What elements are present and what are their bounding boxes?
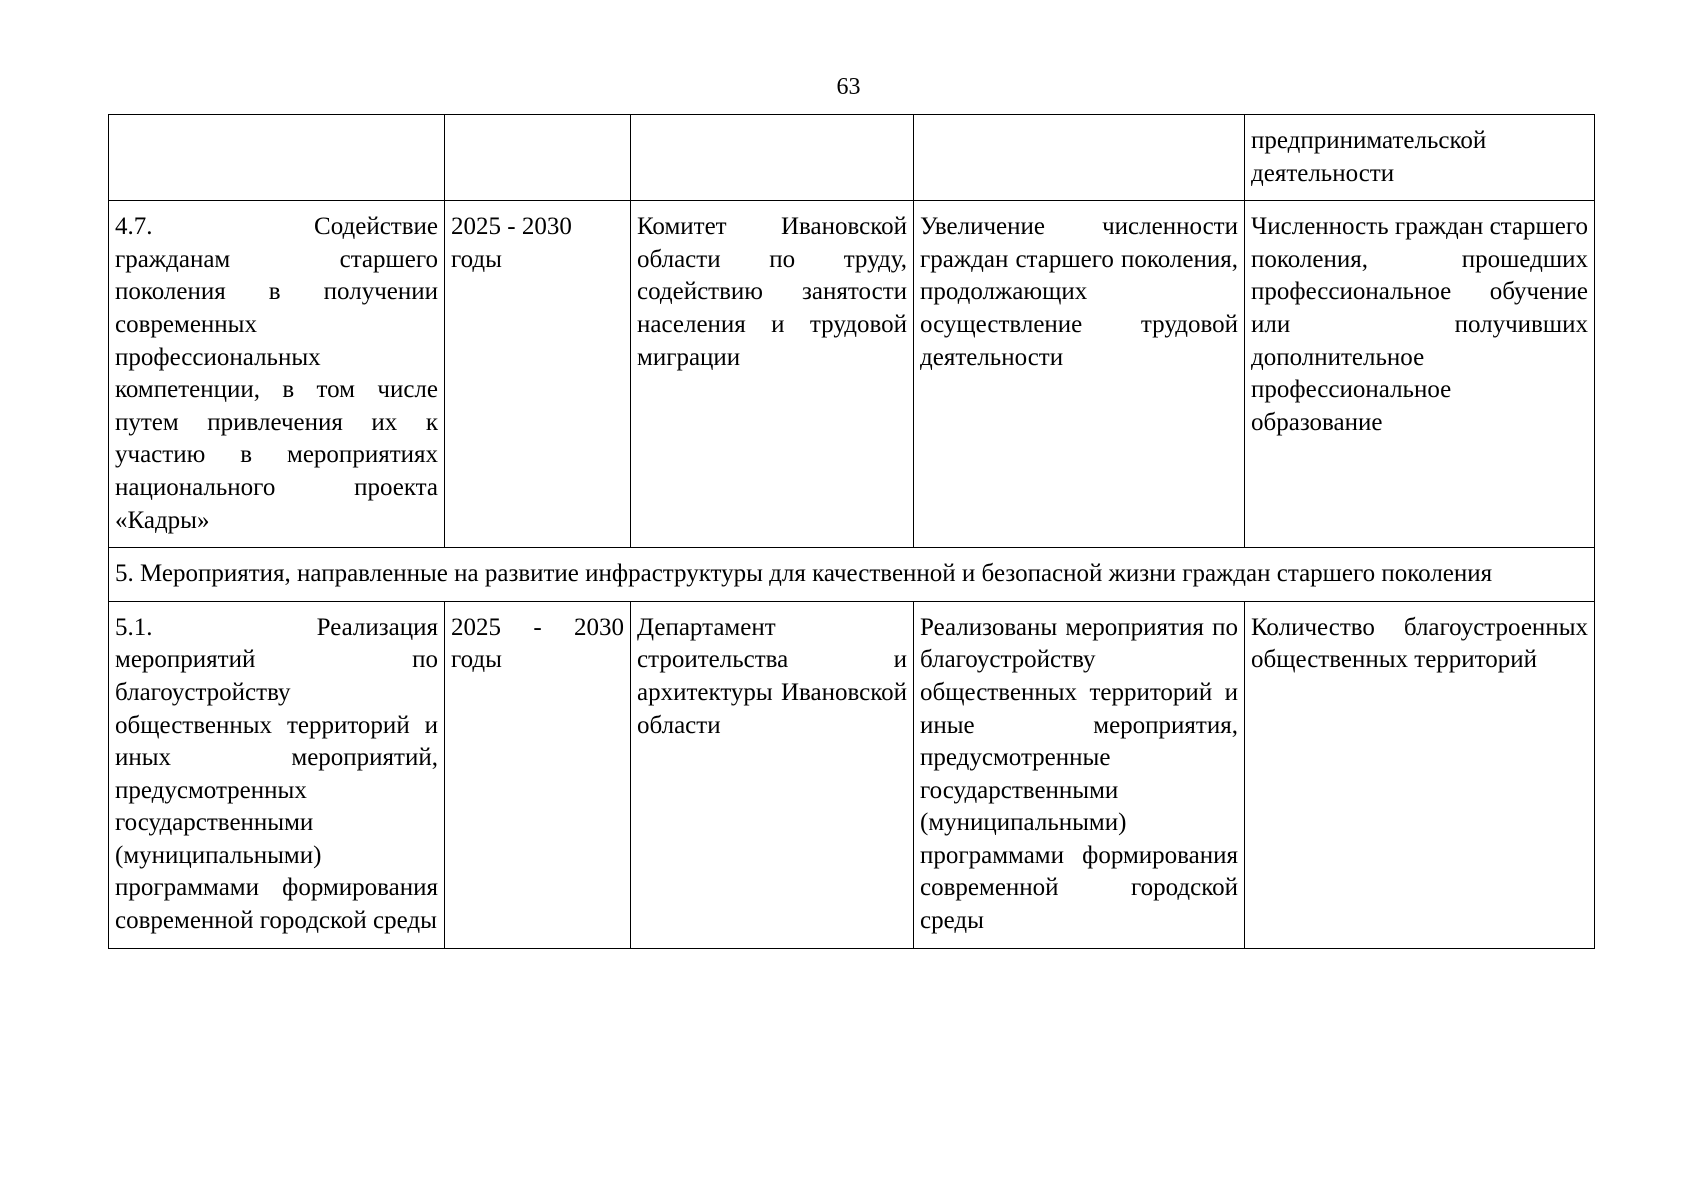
result-cell: Реализованы мероприятия по благоустройству общественных территорий и иные мероприятия, предусмотренные государственными (муниципальными) программами формирования современной городской среды — [914, 601, 1245, 948]
responsible-cell: Комитет Ивановской области по труду, содействию занятости населения и трудовой миграции — [631, 201, 914, 548]
period-cell: 2025 - 2030 годы — [445, 601, 631, 948]
indicator-cell: Численность граждан старшего поколения, прошедших профессиональное обучение или получивших дополнительное профессиональное образование — [1245, 201, 1595, 548]
table-row-continuation — [109, 115, 1595, 201]
page-number: 63 — [836, 74, 861, 100]
result-cell: Увеличение численности граждан старшего поколения, продолжающих осуществление трудовой деятельности — [914, 201, 1245, 548]
section-heading-row — [109, 548, 1595, 602]
indicator-cell: предпринимательской деятельности — [1245, 115, 1595, 201]
measure-cell — [109, 201, 445, 548]
measure-title-first-word: Содействие — [314, 213, 438, 241]
table-row-5-1 — [109, 601, 1595, 948]
cell-empty — [445, 115, 631, 201]
measure-title: мероприятий по благоустройству общественных территорий и иных мероприятий, предусмотренных государственными (муниципальными) программами формирования современной городской среды — [115, 646, 438, 935]
measures-table — [108, 114, 1595, 949]
section-heading: 5. Мероприятия, направленные на развитие инфраструктуры для качественной и безопасной жизни граждан старшего поколения — [109, 548, 1595, 602]
measure-number: 5.1. — [115, 613, 153, 641]
period-cell: 2025 - 2030 годы — [445, 201, 631, 548]
measure-lead-line — [115, 211, 438, 244]
measure-title: гражданам старшего поколения в получении современных профессиональных компетенции, в том числе путем привлечения их к участию в мероприятиях национального проекта «Кадры» — [115, 245, 438, 534]
indicator-cell: Количество благоустроенных общественных территорий — [1245, 601, 1595, 948]
measure-cell — [109, 601, 445, 948]
cell-empty — [109, 115, 445, 201]
measure-title-first-word: Реализация — [316, 613, 438, 641]
responsible-cell: Департамент строительства и архитектуры Ивановской области — [631, 601, 914, 948]
measure-number: 4.7. — [115, 213, 153, 241]
table-row-4-7 — [109, 201, 1595, 548]
cell-empty — [914, 115, 1245, 201]
cell-empty — [631, 115, 914, 201]
measure-lead-line — [115, 612, 438, 645]
